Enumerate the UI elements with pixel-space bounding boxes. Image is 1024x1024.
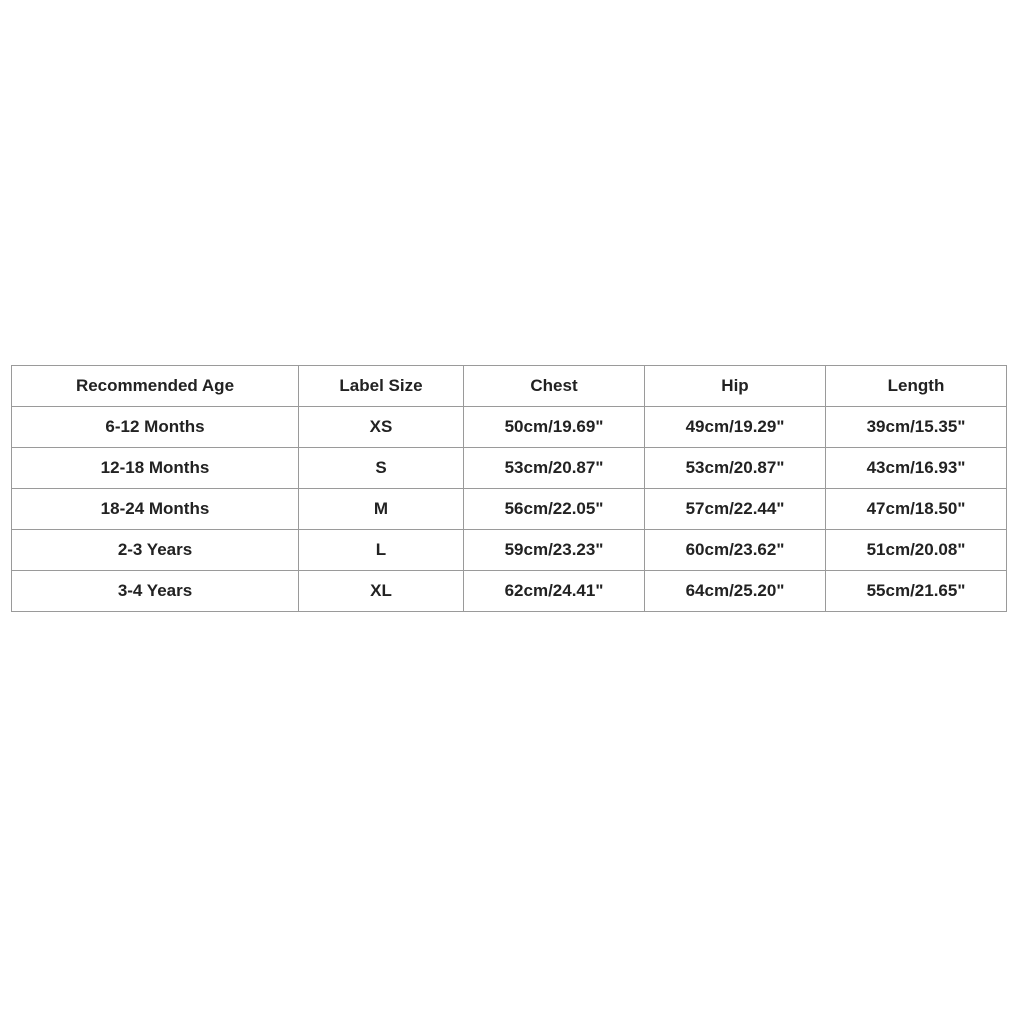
cell-chest: 59cm/23.23" <box>464 530 645 571</box>
cell-chest: 56cm/22.05" <box>464 489 645 530</box>
cell-label-size: XS <box>299 407 464 448</box>
cell-hip: 64cm/25.20" <box>645 571 826 612</box>
cell-hip: 53cm/20.87" <box>645 448 826 489</box>
table-row <box>12 448 1007 489</box>
cell-hip: 60cm/23.62" <box>645 530 826 571</box>
cell-age: 18-24 Months <box>12 489 299 530</box>
cell-length: 47cm/18.50" <box>826 489 1007 530</box>
header-chest: Chest <box>464 366 645 407</box>
cell-chest: 53cm/20.87" <box>464 448 645 489</box>
cell-length: 51cm/20.08" <box>826 530 1007 571</box>
table-row <box>12 530 1007 571</box>
table-header-row <box>12 366 1007 407</box>
cell-label-size: M <box>299 489 464 530</box>
table-row <box>12 489 1007 530</box>
table-row <box>12 571 1007 612</box>
cell-age: 6-12 Months <box>12 407 299 448</box>
size-chart-table <box>11 365 1007 612</box>
header-length: Length <box>826 366 1007 407</box>
cell-hip: 57cm/22.44" <box>645 489 826 530</box>
cell-length: 55cm/21.65" <box>826 571 1007 612</box>
header-hip: Hip <box>645 366 826 407</box>
cell-age: 3-4 Years <box>12 571 299 612</box>
cell-chest: 50cm/19.69" <box>464 407 645 448</box>
cell-length: 39cm/15.35" <box>826 407 1007 448</box>
cell-age: 2-3 Years <box>12 530 299 571</box>
header-recommended-age: Recommended Age <box>12 366 299 407</box>
cell-length: 43cm/16.93" <box>826 448 1007 489</box>
table-row <box>12 407 1007 448</box>
cell-label-size: L <box>299 530 464 571</box>
cell-hip: 49cm/19.29" <box>645 407 826 448</box>
cell-label-size: XL <box>299 571 464 612</box>
header-label-size: Label Size <box>299 366 464 407</box>
cell-chest: 62cm/24.41" <box>464 571 645 612</box>
cell-age: 12-18 Months <box>12 448 299 489</box>
cell-label-size: S <box>299 448 464 489</box>
